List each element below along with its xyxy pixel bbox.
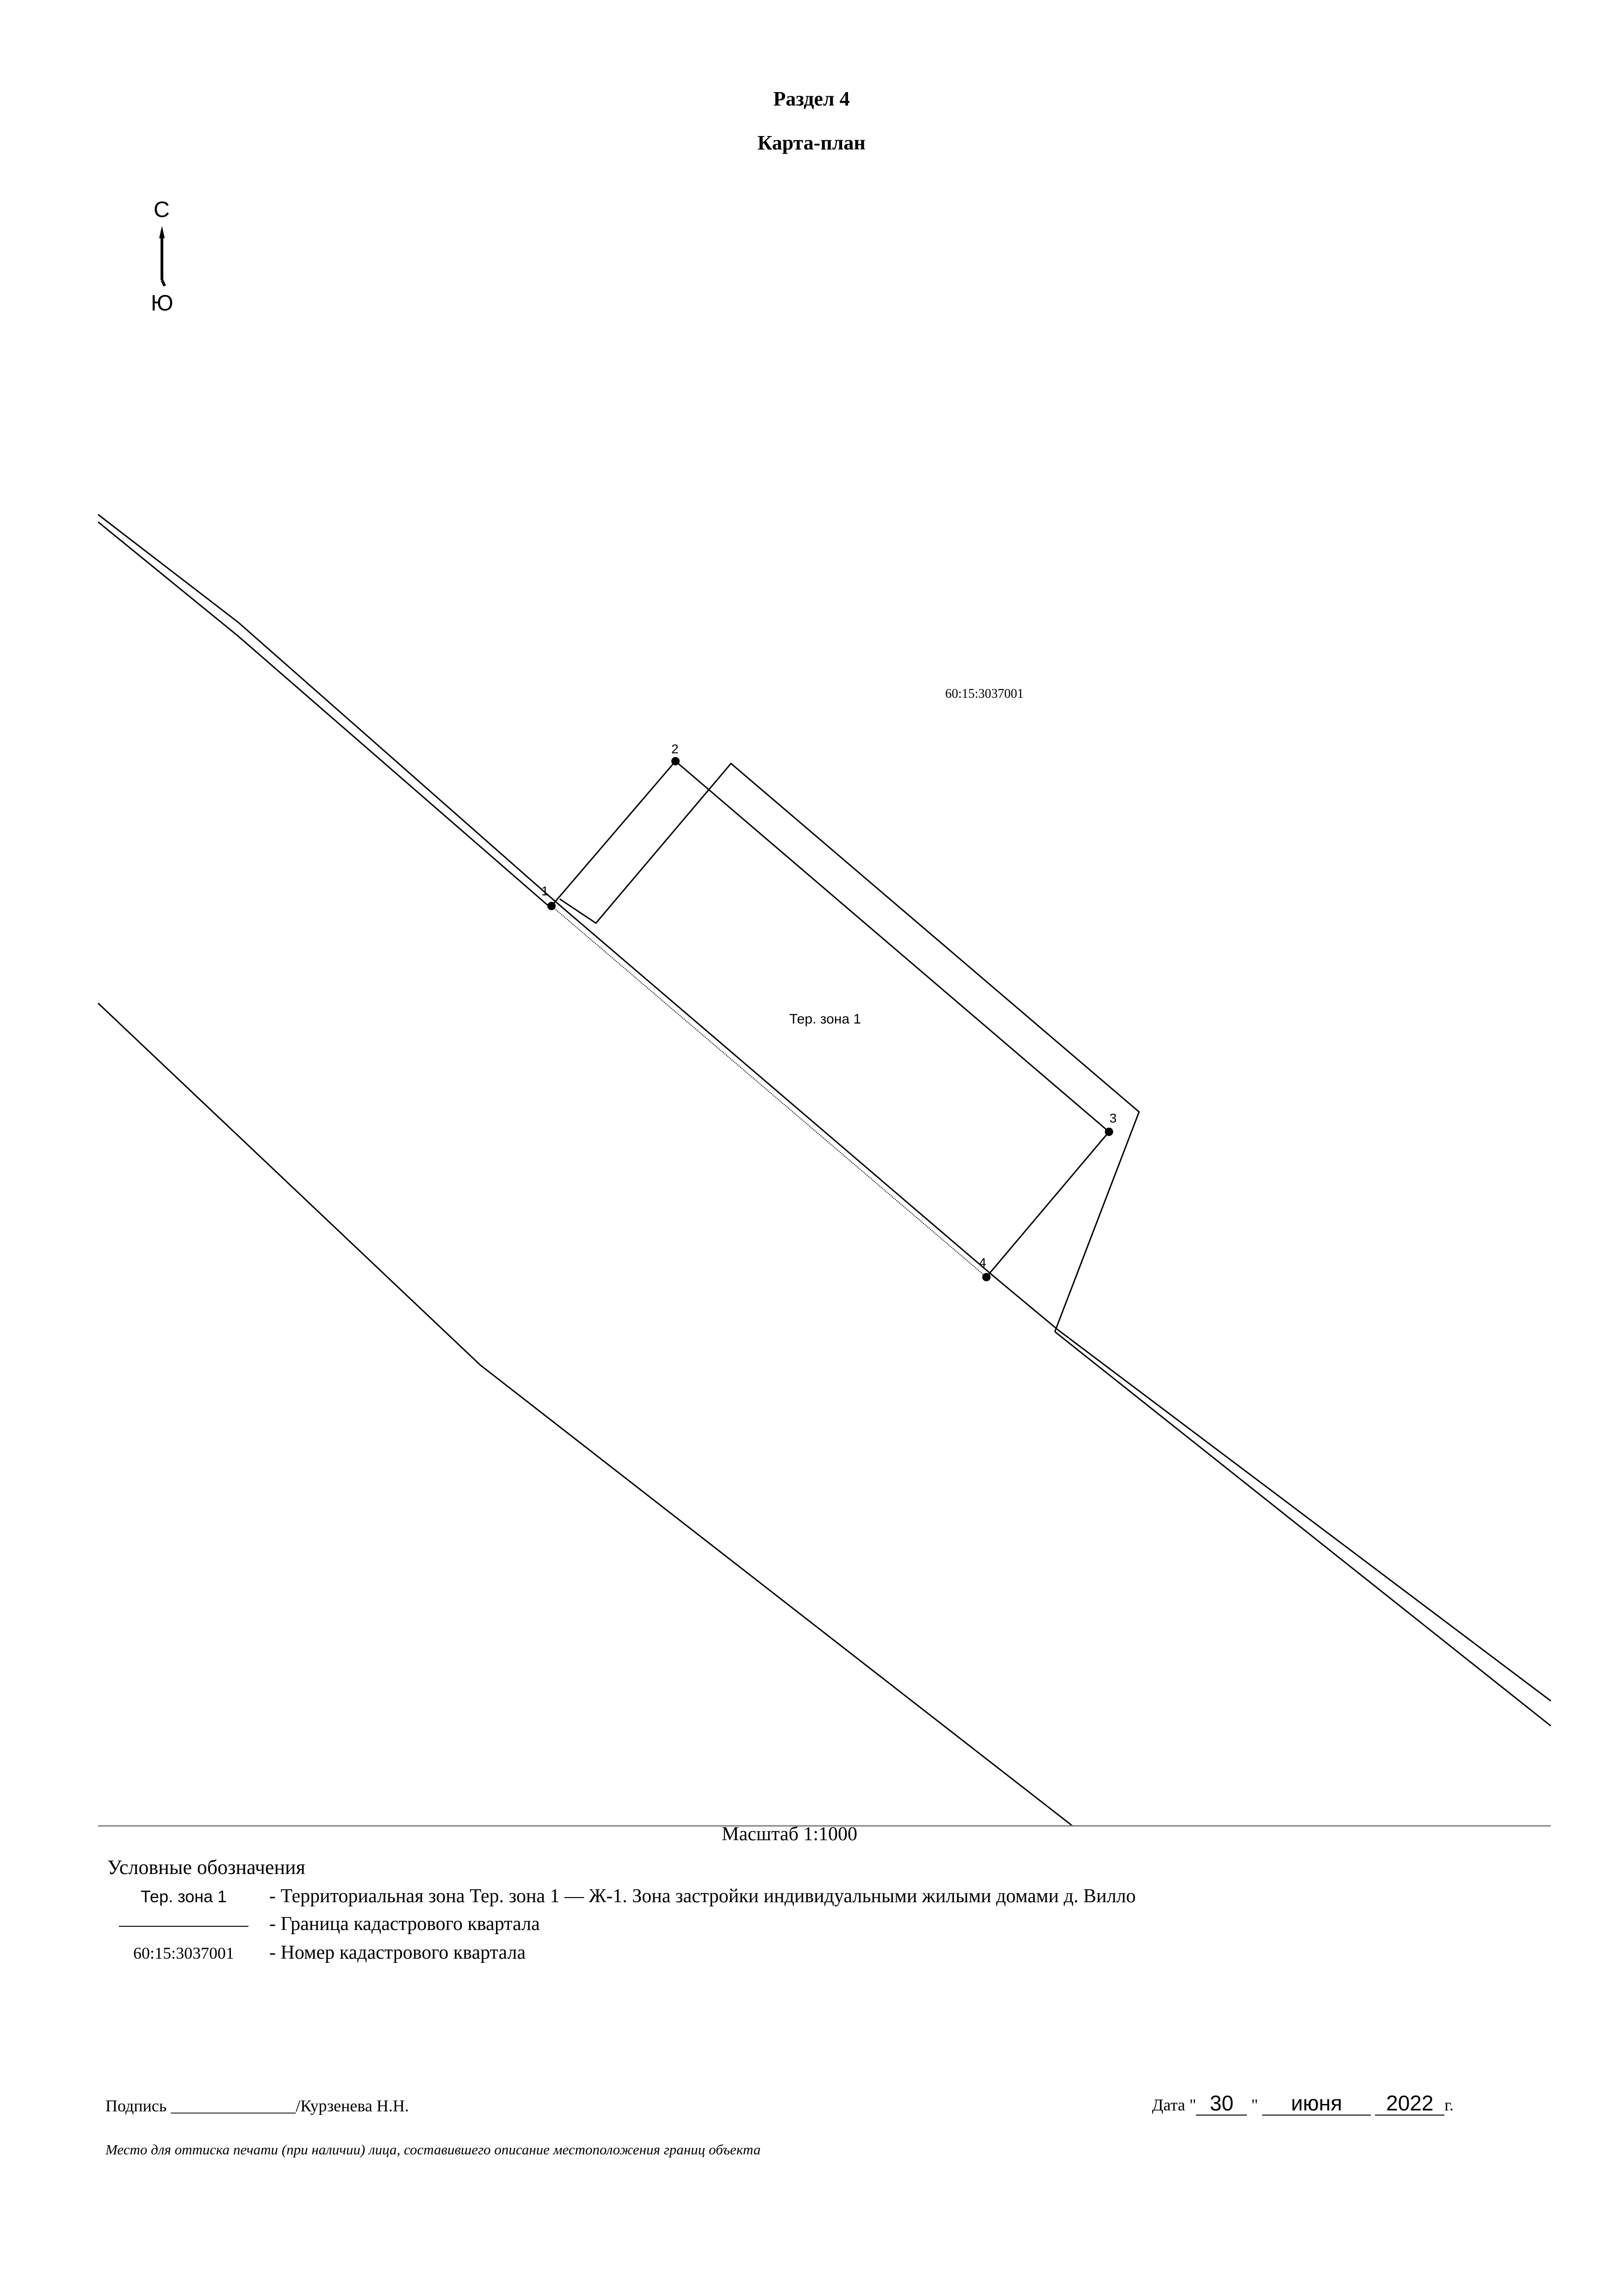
legend-zone-text: - Территориальная зона Тер. зона 1 — Ж-1. Зона застройки индивидуальными жилыми домами д. Вилло xyxy=(269,1886,1136,1907)
point-2-label: 2 xyxy=(671,742,679,756)
compass-south-label: Ю xyxy=(151,291,173,316)
point-4-marker xyxy=(982,1273,991,1281)
date-line: Дата " 30 " июня 2022 г. xyxy=(1152,2091,1454,2115)
map-title: Карта-план xyxy=(757,131,866,154)
signature-name: /Курзенева Н.Н. xyxy=(296,2097,409,2115)
quarter-boundary-lines xyxy=(98,515,1551,1826)
legend-item-zone xyxy=(107,1885,1136,1907)
legend-boundary-text: - Граница кадастрового квартала xyxy=(269,1913,540,1935)
point-2-marker xyxy=(671,757,680,765)
date-label: Дата xyxy=(1152,2096,1185,2114)
signature-label: Подпись xyxy=(105,2097,167,2115)
point-1-marker xyxy=(547,902,556,910)
stamp-note: Место для оттиска печати (при наличии) лица, составившего описание местоположения границ объекта xyxy=(105,2141,761,2158)
parcel-outline xyxy=(560,763,1139,1332)
zone-label: Тер. зона 1 xyxy=(789,1011,861,1027)
quarter-boundary-upper-b xyxy=(98,522,553,910)
point-1-label: 1 xyxy=(541,884,549,898)
legend-heading: Условные обозначения xyxy=(107,1856,305,1879)
segment-1-4-dotted xyxy=(551,906,986,1277)
quarter-boundary-lower xyxy=(98,1003,1072,1826)
legend-item-quarter-number xyxy=(107,1942,526,1964)
date-suffix: г. xyxy=(1444,2096,1454,2114)
quarter-boundary-upper-a xyxy=(98,515,1551,1701)
point-3-label: 3 xyxy=(1109,1111,1117,1125)
point-4-label: 4 xyxy=(979,1255,986,1270)
date-day: 30 xyxy=(1196,2091,1247,2116)
signature-line xyxy=(105,2096,409,2116)
signature-blank: _______________ xyxy=(171,2097,296,2115)
date-year: 2022 xyxy=(1375,2091,1444,2116)
scale-label: Масштаб 1:1000 xyxy=(722,1824,858,1845)
legend-item-boundary xyxy=(107,1913,540,1935)
quarter-boundary-upper-c xyxy=(1055,1332,1551,1726)
date-month: июня xyxy=(1262,2091,1371,2116)
legend-quarter-symbol: 60:15:3037001 xyxy=(133,1944,234,1962)
section-title: Раздел 4 xyxy=(773,87,850,110)
legend-boundary-symbol xyxy=(107,1915,260,1934)
quarter-number-label: 60:15:3037001 xyxy=(945,687,1024,701)
point-3-marker xyxy=(1105,1128,1113,1136)
legend-quarter-text: - Номер кадастрового квартала xyxy=(269,1942,526,1963)
compass-north-label: С xyxy=(154,198,170,222)
compass-arrow-icon xyxy=(159,226,165,286)
legend-zone-symbol: Тер. зона 1 xyxy=(140,1887,227,1906)
